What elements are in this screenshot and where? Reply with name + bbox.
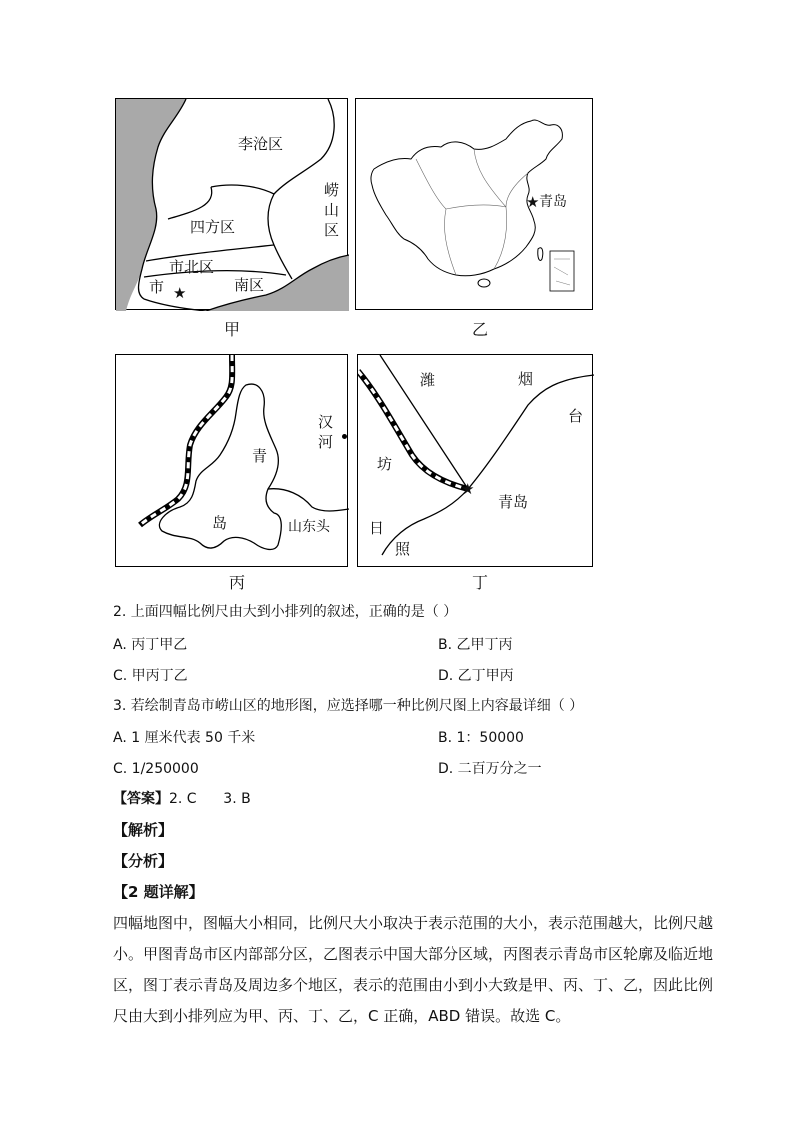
- label-laoshan-2: 山: [324, 201, 340, 219]
- caption-bing: 丙: [229, 573, 246, 592]
- map-ding: [357, 354, 593, 567]
- coast-east: [468, 375, 594, 489]
- boundary-shibei-bottom: [144, 271, 286, 277]
- map-yi: [355, 98, 593, 310]
- taiwan-island: [538, 248, 543, 261]
- qingdao-star-icon: ★: [173, 284, 187, 302]
- label-zhao: 照: [395, 540, 411, 558]
- label-ri: 日: [369, 519, 385, 537]
- detail-text: 四幅地图中，图幅大小相同，比例尺大小取决于表示范围的大小，表示范围越大，比例尺越小。甲图青岛市区内部部分区，乙图表示中国大部分区域，丙图表示青岛市区轮廓及临近地区，图丁表示青岛及周边多个地区，表示的范围由小到小大致是甲、丙、丁、乙，因此比例尺由大到小排列应为甲、丙、丁、乙，C 正确，ABD 错误。故选 C。: [113, 914, 714, 1025]
- map-bing-drawing: [116, 355, 349, 568]
- boundary-east: [268, 194, 292, 279]
- label-fang: 坊: [377, 455, 393, 473]
- label-shibei: 市北区: [169, 258, 215, 276]
- answer-text: 2. C 3. B: [169, 791, 251, 807]
- railway: [358, 371, 468, 489]
- analysis-tag: 【解析】: [113, 821, 174, 839]
- label-shi: 市: [149, 278, 165, 296]
- fenxi-tag: 【分析】: [113, 852, 174, 870]
- question-2-option-b: B. 乙甲丁丙: [438, 637, 513, 653]
- answer-line: [113, 792, 251, 806]
- label-han: 汉: [318, 413, 334, 431]
- question-2-option-c: C. 甲丙丁乙: [113, 668, 188, 684]
- detail-tag: 【2 题详解】: [113, 883, 204, 901]
- qingdao-star-icon: ★: [526, 193, 540, 211]
- label-qing: 青: [252, 447, 268, 465]
- question-3-option-b: B. 1：50000: [438, 730, 524, 746]
- question-3-option-c: C. 1/250000: [113, 761, 199, 777]
- south-china-sea-inset: [550, 251, 574, 291]
- question-2-stem: 2. 上面四幅比例尺由大到小排列的叙述，正确的是（ ）: [113, 604, 458, 620]
- qingdao-star-icon: ★: [461, 480, 475, 498]
- map-ding-drawing: [358, 355, 594, 568]
- label-qingdao: 青岛: [539, 194, 567, 210]
- map-bing: [115, 354, 348, 567]
- boundary-sifang: [168, 187, 212, 219]
- label-licang: 李沧区: [238, 135, 284, 153]
- label-yan: 烟: [518, 370, 534, 388]
- label-laoshan-1: 崂: [324, 181, 340, 199]
- question-3-stem: 3. 若绘制青岛市崂山区的地形图，应选择哪一种比例尺图上内容最详细（ ）: [113, 698, 584, 714]
- caption-ding: 丁: [472, 573, 489, 592]
- label-dao: 岛: [212, 514, 228, 532]
- label-laoshan-3: 区: [324, 221, 340, 239]
- label-shandongtou: 山东头: [288, 519, 330, 535]
- sea-south: [206, 255, 349, 311]
- shandongtou-coast: [268, 489, 349, 511]
- hainan-island: [478, 279, 490, 287]
- label-he: 河: [318, 433, 334, 451]
- question-2-option-d: D. 乙丁甲丙: [438, 668, 514, 684]
- label-tai: 台: [568, 407, 584, 425]
- caption-yi: 乙: [472, 320, 489, 339]
- label-wei: 潍: [420, 371, 436, 389]
- question-3-option-a: A. 1 厘米代表 50 千米: [113, 730, 256, 746]
- answer-tag: 【答案】: [113, 791, 169, 807]
- hanhe-dot-icon: [342, 434, 347, 439]
- label-sifang: 四方区: [190, 218, 236, 236]
- map-jia: [115, 98, 348, 310]
- caption-jia: 甲: [224, 320, 241, 339]
- label-qingdao: 青岛: [498, 493, 529, 511]
- question-3-option-d: D. 二百万分之一: [438, 761, 542, 777]
- label-nan: 南区: [234, 276, 265, 294]
- question-2-option-a: A. 丙丁甲乙: [113, 637, 188, 653]
